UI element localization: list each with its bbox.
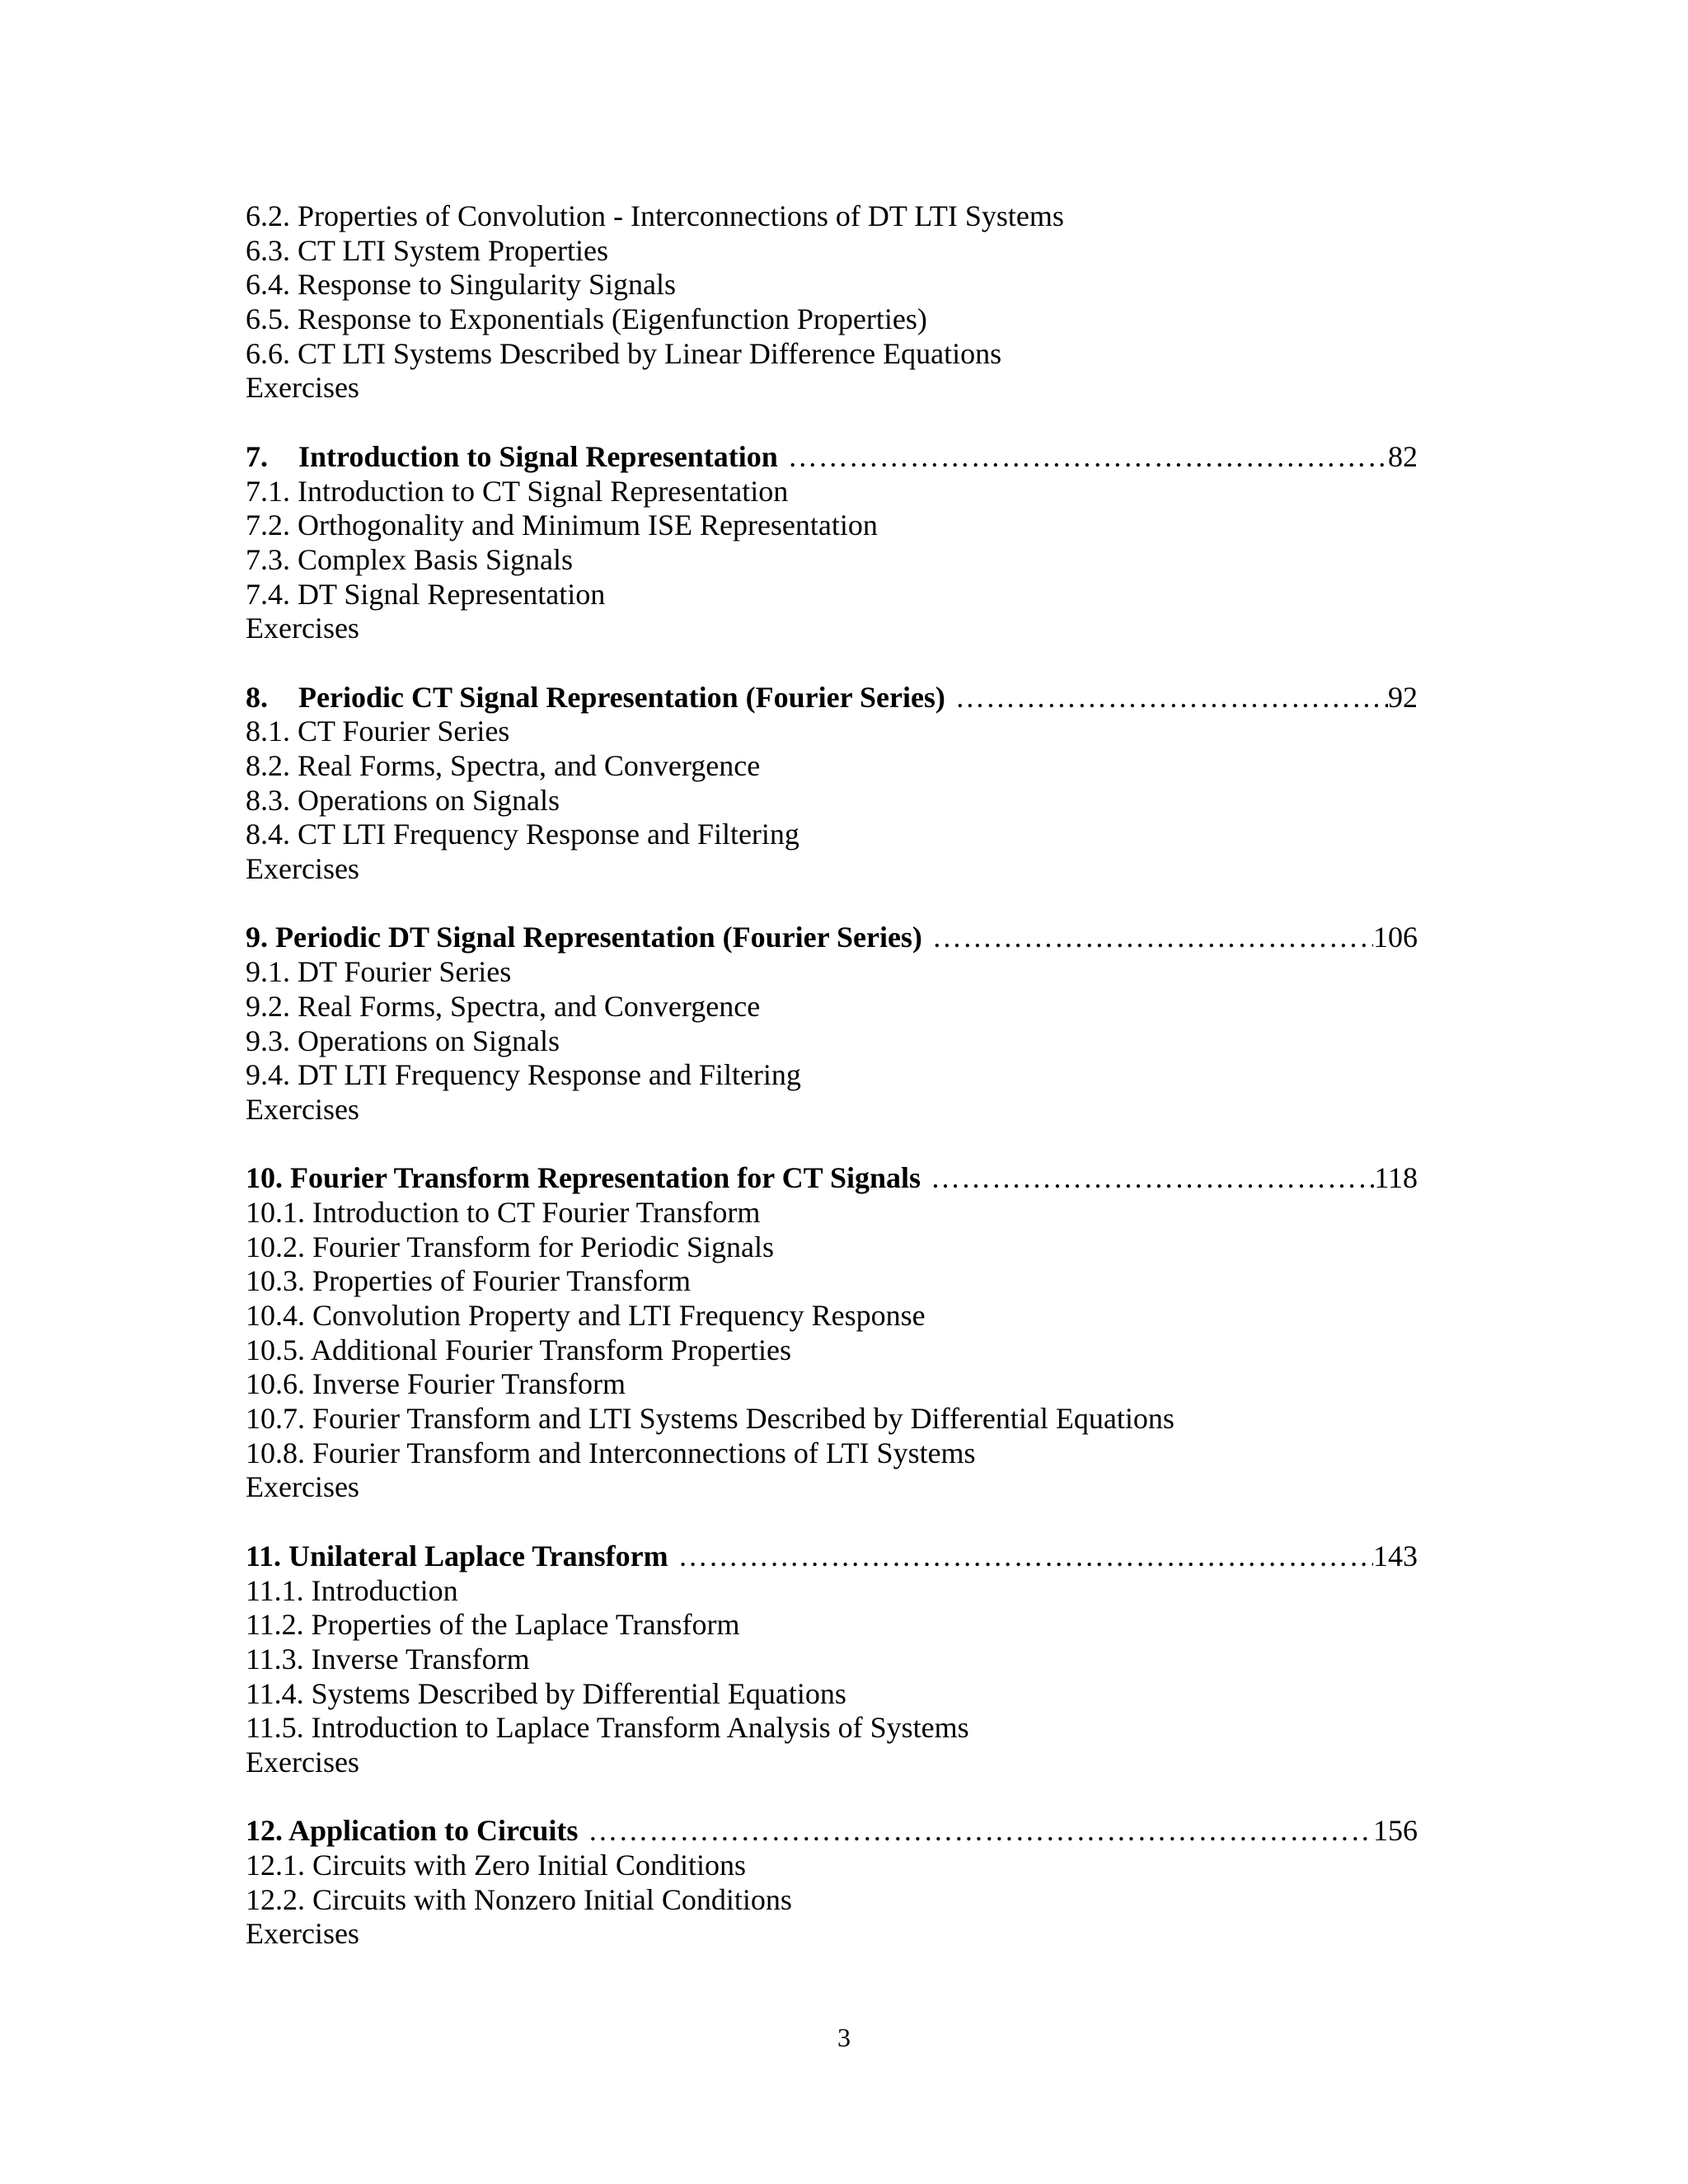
- dot-leader: [578, 1814, 1373, 1849]
- toc-item: 8.1. CT Fourier Series: [246, 715, 510, 748]
- chapter-number: 9.: [246, 921, 268, 954]
- chapter-title: Periodic DT Signal Representation (Fourier Series): [275, 921, 922, 954]
- toc-item: 6.5. Response to Exponentials (Eigenfunction Properties): [246, 302, 927, 336]
- toc-item: Exercises: [246, 371, 359, 405]
- toc-item: 7.2. Orthogonality and Minimum ISE Representation: [246, 509, 878, 542]
- toc-item: 9.1. DT Fourier Series: [246, 955, 512, 989]
- toc-item: 10.4. Convolution Property and LTI Frequency Response: [246, 1299, 926, 1332]
- dot-leader: [945, 681, 1388, 715]
- chapter-heading: [246, 1540, 1418, 1574]
- toc-item: 10.7. Fourier Transform and LTI Systems Described by Differential Equations: [246, 1402, 1175, 1436]
- chapter-number: 8.: [246, 680, 268, 714]
- page-number: 3: [837, 2022, 851, 2052]
- toc-item: Exercises: [246, 1745, 359, 1779]
- chapter-page-number: 106: [1373, 921, 1418, 954]
- toc-item: 9.3. Operations on Signals: [246, 1024, 560, 1057]
- chapter-heading: [246, 681, 1418, 715]
- chapter-number: 12.: [246, 1814, 283, 1848]
- table-of-contents: [246, 199, 1432, 1952]
- toc-item: 7.1. Introduction to CT Signal Representation: [246, 474, 789, 508]
- toc-item: 6.2. Properties of Convolution - Interconnections of DT LTI Systems: [246, 199, 1064, 232]
- toc-item: 11.2. Properties of the Laplace Transform: [246, 1608, 740, 1642]
- dot-leader: [922, 921, 1373, 955]
- toc-item: Exercises: [246, 1470, 359, 1504]
- chapter-page-number: 82: [1388, 439, 1418, 473]
- chapter-heading: [246, 921, 1418, 955]
- toc-item: 10.2. Fourier Transform for Periodic Signals: [246, 1230, 774, 1263]
- chapter-title: Introduction to Signal Representation: [298, 439, 778, 473]
- toc-item: 8.4. CT LTI Frequency Response and Filtering: [246, 818, 799, 851]
- toc-item: 6.6. CT LTI Systems Described by Linear Difference Equations: [246, 336, 1002, 370]
- toc-item: 8.2. Real Forms, Spectra, and Convergence: [246, 749, 761, 782]
- chapter-title: Application to Circuits: [288, 1814, 579, 1848]
- chapter-title: Periodic CT Signal Representation (Fourier Series): [298, 680, 945, 714]
- toc-item: Exercises: [246, 1092, 359, 1126]
- toc-item: 11.5. Introduction to Laplace Transform Analysis of Systems: [246, 1711, 969, 1745]
- chapter-heading: [246, 440, 1418, 475]
- toc-item: 6.4. Response to Singularity Signals: [246, 268, 676, 302]
- toc-item: 12.2. Circuits with Nonzero Initial Conditions: [246, 1882, 792, 1916]
- toc-item: Exercises: [246, 852, 359, 886]
- dot-leader: [921, 1161, 1374, 1196]
- toc-item: 9.2. Real Forms, Spectra, and Convergence: [246, 989, 761, 1023]
- toc-item: 12.1. Circuits with Zero Initial Conditions: [246, 1849, 746, 1882]
- dot-leader: [778, 440, 1388, 475]
- toc-item: 11.1. Introduction: [246, 1573, 458, 1607]
- toc-item: Exercises: [246, 612, 359, 645]
- toc-item: 11.4. Systems Described by Differential Equations: [246, 1676, 846, 1710]
- chapter-page-number: 118: [1374, 1161, 1418, 1195]
- chapter-heading: [246, 1161, 1418, 1196]
- toc-item: 10.5. Additional Fourier Transform Properties: [246, 1333, 791, 1366]
- toc-item: 8.3. Operations on Signals: [246, 783, 560, 817]
- toc-item: 10.1. Introduction to CT Fourier Transform: [246, 1195, 761, 1229]
- toc-item: 10.8. Fourier Transform and Interconnections of LTI Systems: [246, 1436, 976, 1469]
- chapter-page-number: 92: [1388, 680, 1418, 714]
- chapter-number: 10.: [246, 1161, 283, 1195]
- toc-item: 11.3. Inverse Transform: [246, 1642, 530, 1675]
- chapter-page-number: 156: [1373, 1814, 1418, 1848]
- chapter-title: Unilateral Laplace Transform: [288, 1539, 668, 1572]
- chapter-number: 11.: [246, 1539, 282, 1572]
- chapter-heading: [246, 1814, 1418, 1849]
- toc-item: Exercises: [246, 1917, 359, 1951]
- chapter-number: 7.: [246, 439, 268, 473]
- toc-item: 7.3. Complex Basis Signals: [246, 542, 574, 576]
- toc-item: 10.6. Inverse Fourier Transform: [246, 1367, 626, 1401]
- toc-item: 6.3. CT LTI System Properties: [246, 233, 608, 267]
- toc-item: 9.4. DT LTI Frequency Response and Filtering: [246, 1058, 801, 1092]
- chapter-title: Fourier Transform Representation for CT Signals: [290, 1161, 921, 1195]
- dot-leader: [668, 1540, 1373, 1574]
- toc-item: 10.3. Properties of Fourier Transform: [246, 1264, 691, 1298]
- chapter-page-number: 143: [1373, 1539, 1418, 1572]
- toc-item: 7.4. DT Signal Representation: [246, 577, 606, 611]
